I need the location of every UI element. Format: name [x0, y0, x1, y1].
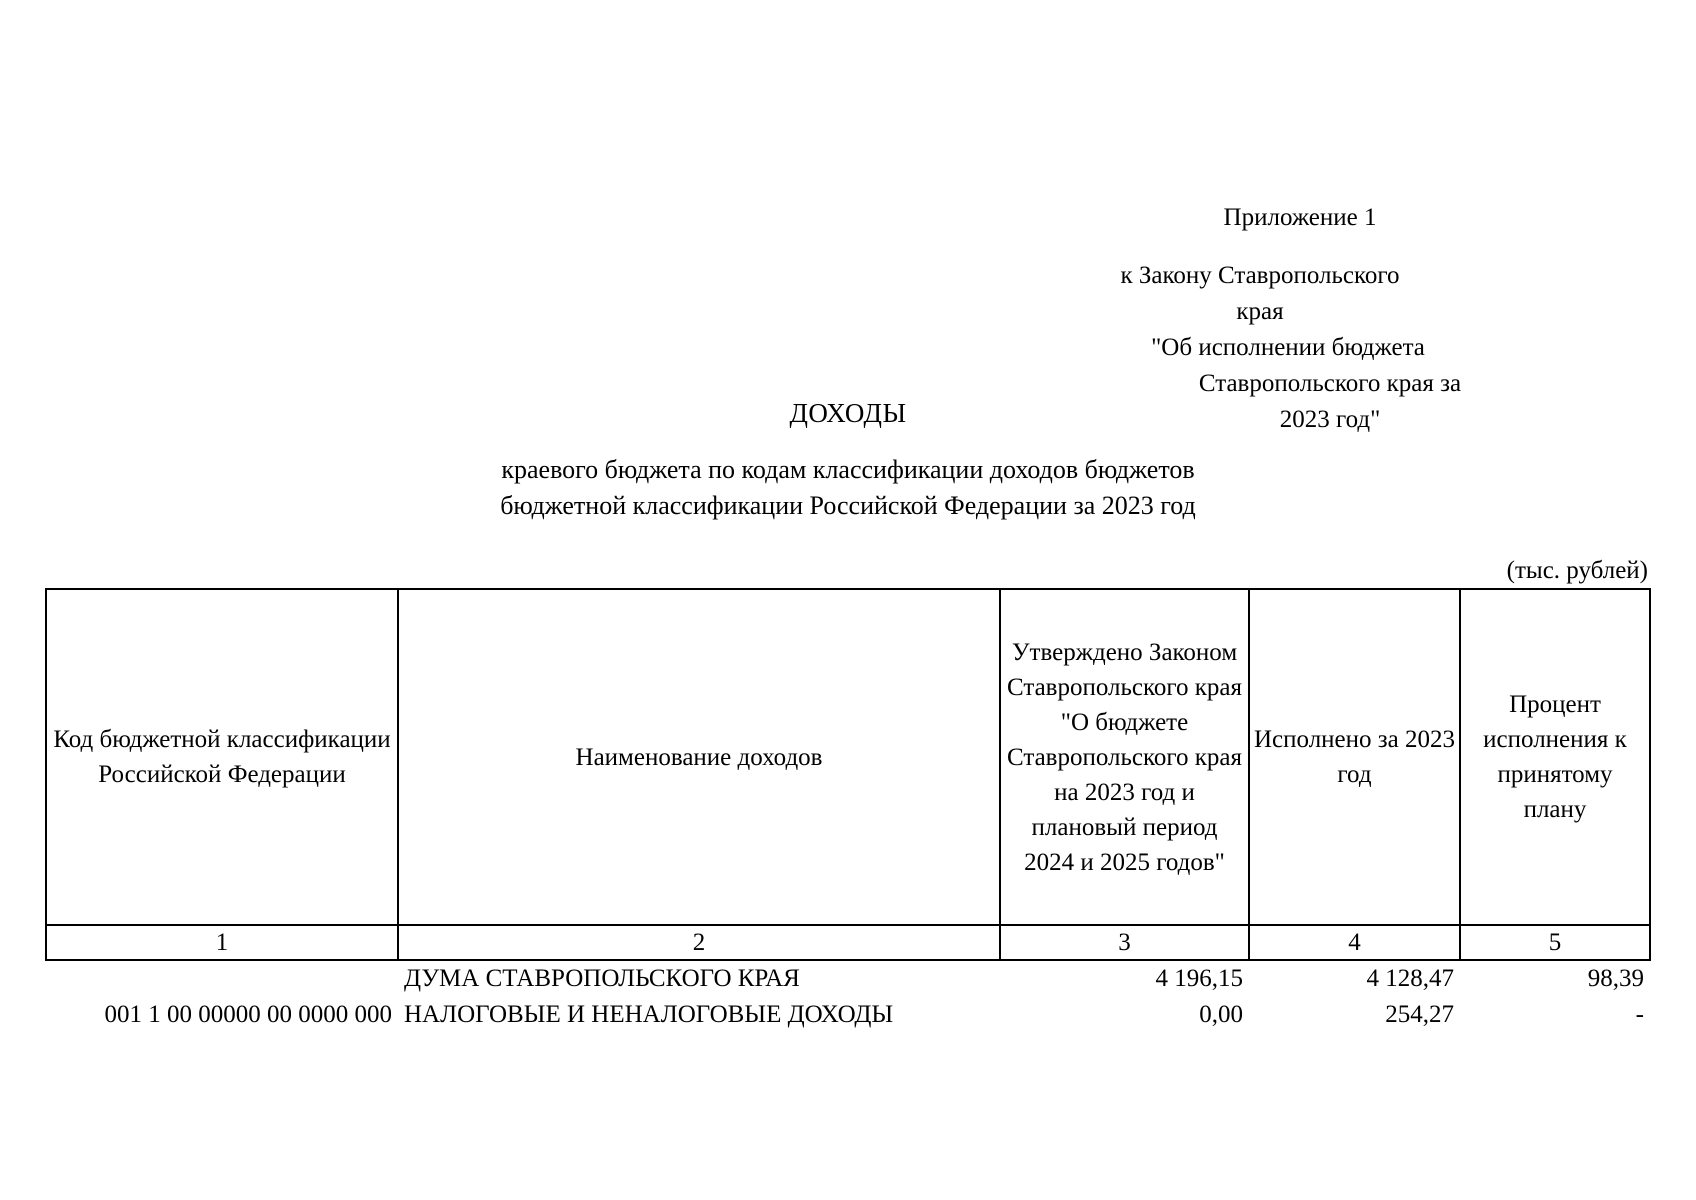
row-percent: 98,39	[1587, 965, 1644, 992]
column-header-name: Наименование доходов	[398, 589, 1000, 925]
units-label: (тыс. рублей)	[1506, 557, 1648, 584]
subtitle-line-2: бюджетной классификации Российской Федерации за 2023 год	[500, 491, 1196, 520]
law-line-1: к Закону Ставропольского края	[1120, 262, 1400, 325]
column-number: 2	[398, 925, 1000, 960]
table-row	[46, 960, 1650, 997]
row-code: 001 1 00 00000 00 0000 000	[104, 1001, 392, 1028]
column-header-percent: Процент исполнения к принятому плану	[1460, 589, 1650, 925]
law-line-2: "Об исполнении бюджета	[1151, 334, 1425, 361]
column-number: 4	[1249, 925, 1460, 960]
column-number: 3	[1000, 925, 1249, 960]
row-executed: 4 128,47	[1366, 965, 1454, 992]
income-table	[45, 588, 1651, 1033]
row-executed: 254,27	[1385, 1001, 1454, 1028]
law-line-3: Ставропольского края за 2023 год"	[1198, 370, 1462, 433]
column-number-row	[46, 925, 1650, 960]
table-row	[46, 997, 1650, 1033]
column-number: 5	[1460, 925, 1650, 960]
subtitle-line-1: краевого бюджета по кодам классификации доходов бюджетов	[501, 455, 1195, 484]
row-approved: 4 196,15	[1155, 965, 1243, 992]
document-subtitle	[300, 452, 1396, 524]
row-name: ДУМА СТАВРОПОЛЬСКОГО КРАЯ	[404, 965, 800, 992]
row-approved: 0,00	[1199, 1001, 1243, 1028]
row-name: НАЛОГОВЫЕ И НЕНАЛОГОВЫЕ ДОХОДЫ	[404, 1001, 894, 1028]
row-code	[46, 960, 398, 997]
row-percent: -	[1635, 1001, 1644, 1028]
appendix-label: Приложение 1	[1223, 204, 1377, 231]
column-header-approved: Утверждено Законом Ставропольского края "О бюджете Ставропольского края на 2023 год и плановый период 2024 и 2025 годов"	[1000, 589, 1249, 925]
column-header-code: Код бюджетной классификации Российской Федерации	[46, 589, 398, 925]
column-number: 1	[46, 925, 398, 960]
table-header-row	[46, 589, 1650, 925]
column-header-executed: Исполнено за 2023 год	[1249, 589, 1460, 925]
document-title: ДОХОДЫ	[789, 398, 907, 428]
